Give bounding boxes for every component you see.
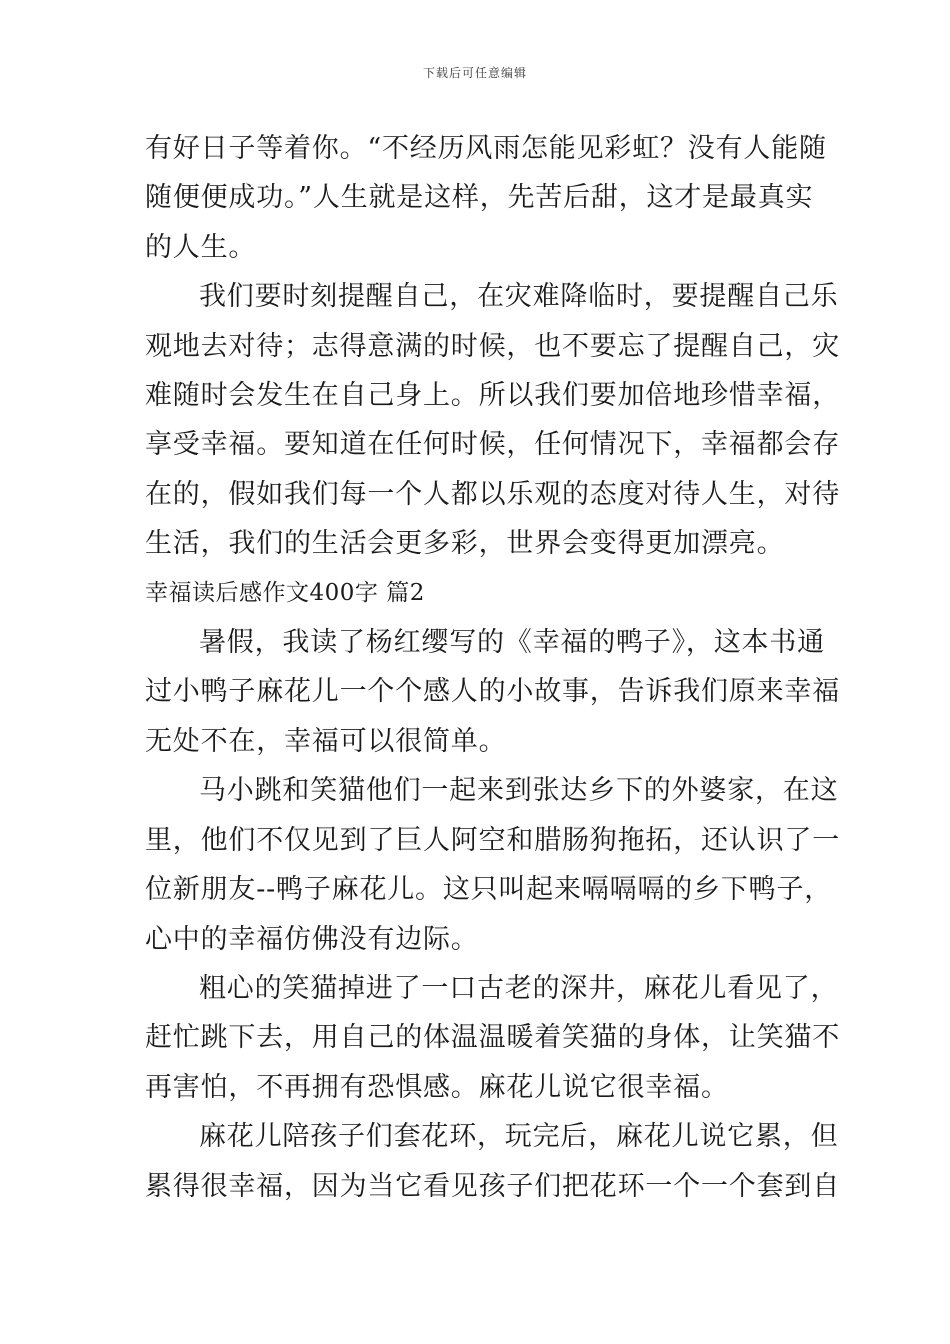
paragraph	[145, 618, 840, 766]
paragraph	[145, 124, 827, 272]
text-line: 我们要时刻提醒自己，在灾难降临时，要提醒自己乐	[199, 281, 839, 313]
text-line: 无处不在，幸福可以很简单。	[145, 725, 507, 757]
text-line: 生活，我们的生活会更多彩，世界会变得更加漂亮。	[145, 528, 785, 560]
text-line: 粗心的笑猫掉进了一口古老的深井，麻花儿看见了，	[199, 972, 839, 1004]
page-header: 下载后可任意编辑	[422, 66, 527, 80]
text-line: 有好日子等着你。“不经历风雨怎能见彩虹？没有人能随	[145, 133, 827, 164]
paragraph	[145, 1112, 840, 1211]
paragraph	[145, 766, 840, 964]
paragraph	[145, 964, 840, 1112]
text-line: 麻花儿陪孩子们套花环，玩完后，麻花儿说它累，但	[199, 1121, 839, 1153]
section-heading: 幸福读后感作文400字 篇2	[145, 579, 425, 606]
text-line: 观地去对待；志得意满的时候，也不要忘了提醒自己，灾	[145, 330, 840, 362]
text-line: 的人生。	[145, 231, 257, 263]
text-line: 里，他们不仅见到了巨人阿空和腊肠狗拖拓，还认识了一	[145, 824, 840, 856]
text-line: 累得很幸福，因为当它看见孩子们把花环一个一个套到自	[145, 1170, 840, 1202]
text-line: 随便便成功。”人生就是这样，先苦后甜，这才是最真实	[145, 182, 814, 214]
text-line: 难随时会发生在自己身上。所以我们要加倍地珍惜幸福，	[145, 380, 840, 412]
document-body	[145, 124, 840, 1211]
text-line: 过小鸭子麻花儿一个个感人的小故事，告诉我们原来幸福	[145, 676, 840, 708]
text-line: 赶忙跳下去，用自己的体温温暖着笑猫的身体，让笑猫不	[145, 1022, 840, 1054]
text-line: 享受幸福。要知道在任何时候，任何情况下，幸福都会存	[145, 429, 840, 461]
text-line: 暑假，我读了杨红缨写的《幸福的鸭子》，这本书通	[199, 627, 825, 659]
text-line: 位新朋友--鸭子麻花儿。这只叫起来嗝嗝嗝的乡下鸭子，	[145, 874, 833, 906]
paragraph	[145, 272, 840, 568]
text-line: 心中的幸福仿佛没有边际。	[145, 923, 479, 955]
text-line: 马小跳和笑猫他们一起来到张达乡下的外婆家，在这	[199, 775, 839, 807]
text-line: 再害怕，不再拥有恐惧感。麻花儿说它很幸福。	[145, 1071, 729, 1103]
text-line: 在的，假如我们每一个人都以乐观的态度对待人生，对待	[145, 478, 840, 510]
